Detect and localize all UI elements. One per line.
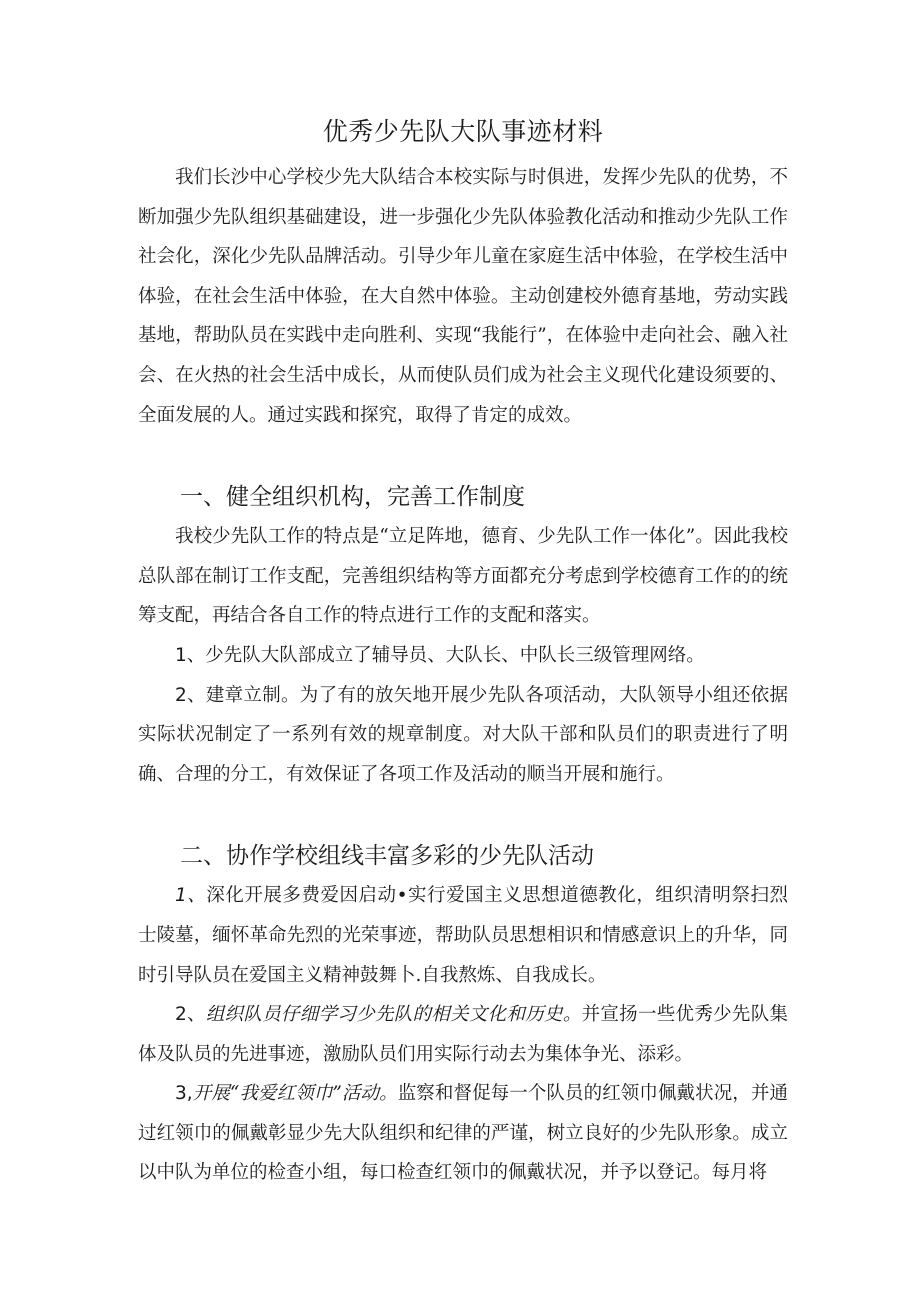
section-2-heading: 二、协作学校组线丰富多彩的少先队活动 xyxy=(180,843,594,870)
item-number: 2、 xyxy=(175,684,206,706)
section-1-intro: 我校少先队工作的特点是“立足阵地，德育、少先队工作一体化”。因此我校总队部在制订工作支配，完善组织结构等方面都充分考虑到学校德育工作的的统筹支配，再结合各自工作的特点进行工作的支配和落实。 xyxy=(138,526,788,627)
item-lead: 组织队员仔细学习少先队的相关文化和历史。 xyxy=(205,1004,582,1026)
item-number: 1、 xyxy=(175,885,207,907)
section-1-heading: 一、健全组织机构，完善工作制度 xyxy=(180,484,525,511)
document-page xyxy=(138,112,788,1193)
section-2-item-2 xyxy=(138,995,788,1074)
section-2-item-3 xyxy=(138,1074,788,1193)
item-number: 3, xyxy=(175,1083,193,1105)
item-text: 监察和督促每一个队员的红领巾佩戴状况，并通过红领巾的佩戴彰显少先大队组织和纪律的严谨，树立良好的少先队形象。成立以中队为单位的检查小组，每口检查红领巾的佩戴状况，并予以登记。每月将 xyxy=(138,1083,788,1184)
item-text: 少先队大队部成立了辅导员、大队长、中队长三级管理网络。 xyxy=(205,644,705,666)
item-text: 深化开展多费爱因启动•实行爱国主义思想道德教化，组织清明祭扫烈士陵墓，缅怀革命先烈的光荣事迹，帮助队员思想相识和情感意识上的升华，同时引导队员在爱国主义精神鼓舞卜.自我熬炼、自我成长。 xyxy=(138,885,788,986)
item-lead: 开展“我爱红领巾”活动。 xyxy=(192,1083,398,1105)
intro-paragraph: 我们长沙中心学校少先大队结合本校实际与时俱进，发挥少先队的优势，不断加强少先队组织基础建设，进一步强化少先队体验教化活动和推动少先队工作社会化，深化少先队品牌活动。引导少年儿童在家庭生活中体验，在学校生活中体验，在社会生活中体验，在大自然中体验。主动创建校外德育基地，劳动实践基地，帮助队员在实践中走向胜利、实现“我能行”，在体验中走向社会、融入社会、在火热的社会生活中成长，从而使队员们成为社会主义现代化建设须要的、全面发展的人。通过实践和探究，取得了肯定的成效。 xyxy=(138,167,788,426)
item-number: 1、 xyxy=(175,644,206,666)
document-title: 优秀少先队大队事迹材料 xyxy=(322,117,604,146)
item-text: 建章立制。为了有的放矢地开展少先队各项活动，大队领导小组还依据实际状况制定了一系列有效的规章制度。对大队干部和队员们的职责进行了明确、合理的分工，有效保证了各项工作及活动的顺当开展和施行。 xyxy=(138,684,788,785)
item-text: 并宣扬一些优秀少先队集体及队员的先进事迹，激励队员们用实际行动去为集体争光、添彩。 xyxy=(138,1004,788,1065)
section-2-item-1 xyxy=(138,876,788,995)
section-1-item-1 xyxy=(138,636,788,676)
item-number: 2、 xyxy=(175,1004,206,1026)
section-1-item-2 xyxy=(138,676,788,795)
